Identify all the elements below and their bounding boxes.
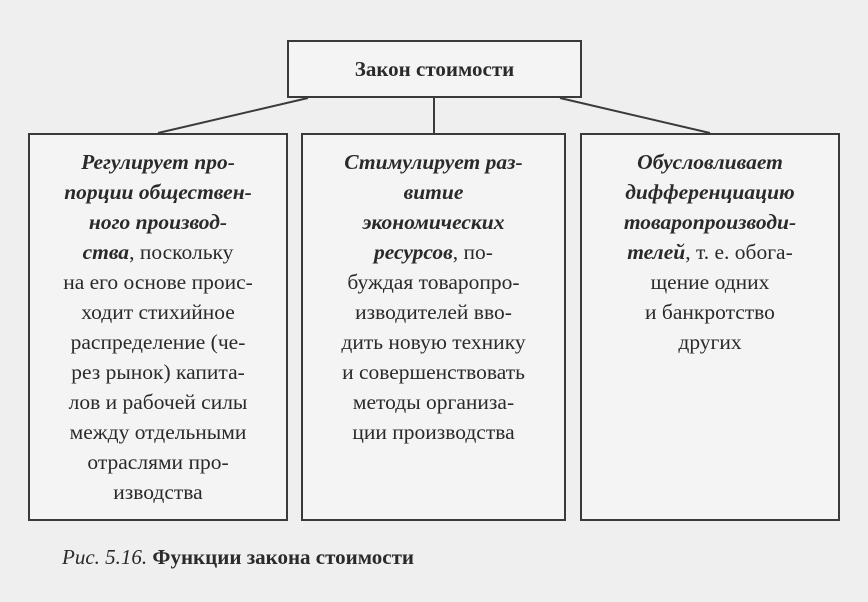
text-line: изводителей вво- (355, 300, 512, 324)
text-line: на его основе проис- (63, 270, 253, 294)
text-line: дифференциацию (625, 180, 795, 204)
text-line: распределение (че- (70, 330, 246, 354)
text-line: ходит стихийное (81, 300, 235, 324)
plain-text: , по- (452, 240, 493, 264)
caption-label: Рис. 5.16. (62, 545, 148, 569)
text-line: и совершенствовать (342, 360, 525, 384)
text-line: ного производ- (88, 210, 228, 234)
text-line: Регулирует про- (81, 150, 235, 174)
text-line: буждая товаропро- (347, 270, 520, 294)
caption-text: Функции закона стоимости (152, 545, 415, 569)
text-line: товаропроизводи- (623, 210, 797, 234)
text-line: дить новую технику (341, 330, 526, 354)
text-line: лов и рабочей силы (68, 390, 248, 414)
text-line (582, 237, 838, 267)
text-line: и банкротство (645, 300, 775, 324)
emphasized-term: ства (82, 240, 130, 264)
text-line: других (678, 330, 742, 354)
text-line (303, 237, 564, 267)
text-line: Стимулирует раз- (344, 150, 523, 174)
function-box-regulation (28, 133, 288, 521)
text-line: отраслями про- (87, 450, 229, 474)
emphasized-term: ресурсов (374, 240, 453, 264)
root-label: Закон стоимости (354, 56, 515, 81)
text-line: щение одних (650, 270, 770, 294)
text-line: методы организа- (352, 390, 515, 414)
function-box-differentiation (580, 133, 840, 521)
root-box (287, 40, 582, 98)
text-line: между отдельными (69, 420, 247, 444)
text-line: Обусловливает (637, 150, 783, 174)
emphasized-term: телей (627, 240, 686, 264)
plain-text: , т. е. обога- (685, 240, 793, 264)
text-line: ции производства (352, 420, 515, 444)
connector-right (560, 98, 710, 133)
connector-left (158, 98, 308, 133)
function-box-stimulation (301, 133, 566, 521)
text-line: порции обществен- (64, 180, 252, 204)
text-line: изводства (113, 480, 203, 504)
text-line: рез рынок) капита- (71, 360, 245, 384)
text-line (30, 237, 286, 267)
text-line: витие (403, 180, 464, 204)
plain-text: , поскольку (129, 240, 234, 264)
text-line: экономических (362, 210, 505, 234)
figure-caption (62, 545, 414, 570)
